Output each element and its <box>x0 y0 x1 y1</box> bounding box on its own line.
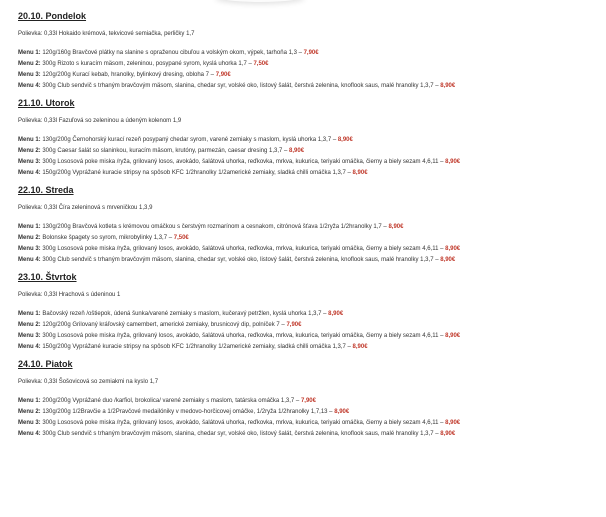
menu-line <box>18 396 604 407</box>
menu-line <box>18 135 604 146</box>
soup-line: Polievka: 0,33l Hrachová s údeninou 1 <box>18 292 121 298</box>
menu-price: 8,90€ <box>440 431 456 437</box>
menu-line <box>18 342 604 353</box>
day-title: 24.10. Piatok <box>18 359 73 369</box>
menu-price: 8,90€ <box>352 344 368 350</box>
menu-price: 8,90€ <box>445 159 461 165</box>
menu-label: Menu 3: <box>18 333 41 339</box>
menu-label: Menu 4: <box>18 170 41 176</box>
day-section-monday <box>18 11 604 92</box>
menu-text: 130g/200g Bravčová kotleta s krémovou omáčkou s čerstvým rozmarínom a cesnakom, citrónová šťava 1/2ryža 1/2hranolky 1,7 – <box>42 224 387 230</box>
menu-label: Menu 1: <box>18 398 41 404</box>
menu-text: 120g/200g Grilovaný kráľovský camembert, americké zemiaky, brusnicový dip, polníček 7 – <box>42 322 285 328</box>
menu-text: 120g/200g Kurací kebab, hranolky, bylinkový dresing, obloha 7 – <box>42 72 215 78</box>
menu-text: 300g Club sendvič s trhaným bravčovým mäsom, slanina, chedar syr, volské oko, listový šalát, čerstvá zelenina, knoflook saus, malé hranolky 1,3,7 – <box>42 431 439 437</box>
menu-text: 300g Lososová poke miska /ryža, grilovaný losos, avokádo, šalátová uhorka, reďkovka, mrkva, kukurica, teriyaki omáčka, čierny a biely sezam 4,6,11 – <box>42 333 444 339</box>
menu-text: 200g/200g Vyprážané duo /karfiol, brokolica/ varené zemiaky s maslom, tatárska omáčka 1,3,7 – <box>42 398 300 404</box>
menu-line <box>18 59 604 70</box>
menu-label: Menu 4: <box>18 83 41 89</box>
soup-line: Polievka: 0,33l Hokaido krémová, tekvicové semiačka, perličky 1,7 <box>18 31 195 37</box>
menu-line <box>18 81 604 92</box>
menu-price: 8,90€ <box>440 257 456 263</box>
menu-label: Menu 4: <box>18 344 41 350</box>
menu-line <box>18 146 604 157</box>
menu-label: Menu 1: <box>18 50 41 56</box>
menu-text: Bačovský rezeň /oštiepok, údená šunka/varené zemiaky s maslom, kučeravý petržlen, kyslá uhorka 1,3,7 – <box>42 311 327 317</box>
menu-price: 7,90€ <box>215 72 231 78</box>
menu-line <box>18 48 604 59</box>
menu-price: 7,90€ <box>300 398 316 404</box>
menu-line <box>18 157 604 168</box>
day-title: 23.10. Štvrtok <box>18 272 77 282</box>
menu-price: 8,90€ <box>445 246 461 252</box>
menu-price: 8,90€ <box>440 83 456 89</box>
menu-text: 130g/200g Černohorský kurací rezeň posypaný chedar syrom, varené zemiaky s maslom, kyslá uhorka 1,3,7 – <box>42 137 337 143</box>
menu-price: 8,90€ <box>388 224 404 230</box>
menu-label: Menu 1: <box>18 311 41 317</box>
menu-line <box>18 418 604 429</box>
day-section-tuesday <box>18 98 604 179</box>
menu-label: Menu 3: <box>18 72 41 78</box>
menu-text: 150g/200g Vyprážané kuracie stripsy na spôsob KFC 1/2hranolky 1/2americké zemiaky, sladká chilli omáčka 1,3,7 – <box>42 170 351 176</box>
menu-price: 7,90€ <box>286 322 302 328</box>
menu-line <box>18 309 604 320</box>
menu-line <box>18 222 604 233</box>
top-shadow-decoration <box>215 0 305 2</box>
day-section-wednesday <box>18 185 604 266</box>
menu-price: 7,90€ <box>303 50 319 56</box>
menu-line <box>18 429 604 440</box>
menu-text: 300g Lososová poke miska /ryža, grilovaný losos, avokádo, šalátová uhorka, reďkovka, mrkva, kukurica, teriyaki omáčka, čierny a biely sezam 4,6,11 – <box>42 159 444 165</box>
menu-line <box>18 407 604 418</box>
menu-label: Menu 4: <box>18 257 41 263</box>
menu-line <box>18 244 604 255</box>
menu-label: Menu 1: <box>18 137 41 143</box>
soup-line: Polievka: 0,33l Šošovicová so zemiakmi na kyslo 1,7 <box>18 379 159 385</box>
menu-price: 8,90€ <box>289 148 305 154</box>
menu-label: Menu 3: <box>18 159 41 165</box>
soup-line: Polievka: 0,33l Fazuľová so zeleninou a údeným kolenom 1,9 <box>18 118 182 124</box>
menu-label: Menu 2: <box>18 148 41 154</box>
menu-price: 8,90€ <box>352 170 368 176</box>
menu-line <box>18 320 604 331</box>
day-title: 21.10. Utorok <box>18 98 75 108</box>
menu-line <box>18 255 604 266</box>
menu-text: 300g Club sendvič s trhaným bravčovým mäsom, slanina, chedar syr, volské oko, listový šalát, čerstvá zelenina, knoflook saus, malé hranolky 1,3,7 – <box>42 257 439 263</box>
menu-price: 8,90€ <box>337 137 353 143</box>
menu-label: Menu 2: <box>18 61 41 67</box>
menu-line <box>18 70 604 81</box>
menu-text: 300g Lososová poke miska /ryža, grilovaný losos, avokádo, šalátová uhorka, reďkovka, mrkva, kukurica, teriyaki omáčka, čierny a biely sezam 4,6,11 – <box>42 246 444 252</box>
day-title: 22.10. Streda <box>18 185 74 195</box>
menu-text: 300g Lososová poke miska /ryža, grilovaný losos, avokádo, šalátová uhorka, reďkovka, mrkva, kukurica, teriyaki omáčka, čierny a biely sezam 4,6,11 – <box>42 420 444 426</box>
menu-price: 8,90€ <box>334 409 350 415</box>
menu-label: Menu 3: <box>18 420 41 426</box>
menu-text: Bolonske špagety so syrom, mikrobylinky 1,3,7 – <box>42 235 173 241</box>
menu-text: 130g/200g 1/2Bravčie a 1/2Pravčové medailóniky v medovo-horčicovej omáčke, 1/2ryža 1/2hranolky 1,7,13 – <box>42 409 333 415</box>
menu-price: 8,90€ <box>328 311 344 317</box>
menu-price: 8,90€ <box>445 333 461 339</box>
menu-text: 300g Caesar šalát so slaninkou, kuracím mäsom, krutóny, parmezán, caesar dresing 1,3,7 – <box>42 148 288 154</box>
day-section-friday <box>18 359 604 440</box>
menu-text: 300g Rizoto s kuracím mäsom, zeleninou, posypané syrom, kyslá uhorka 1,7 – <box>42 61 252 67</box>
day-section-thursday <box>18 272 604 353</box>
menu-label: Menu 2: <box>18 409 41 415</box>
day-title: 20.10. Pondelok <box>18 11 87 21</box>
menu-line <box>18 168 604 179</box>
menu-line <box>18 233 604 244</box>
menu-price: 7,50€ <box>173 235 189 241</box>
menu-text: 150g/200g Vyprážané kuracie stripsy na spôsob KFC 1/2hranolky 1/2americké zemiaky, sladká chilli omáčka 1,3,7 – <box>42 344 351 350</box>
menu-price: 7,50€ <box>253 61 269 67</box>
menu-price: 8,90€ <box>445 420 461 426</box>
menu-label: Menu 2: <box>18 235 41 241</box>
menu-label: Menu 3: <box>18 246 41 252</box>
menu-label: Menu 2: <box>18 322 41 328</box>
menu-text: 120g/160g Bravčové plátky na slanine s opraženou cibuľou a volským okom, výpek, tarhoňa 1,3 – <box>42 50 302 56</box>
menu-label: Menu 4: <box>18 431 41 437</box>
soup-line: Polievka: 0,33l Číra zeleninová s mrveničkou 1,3,9 <box>18 205 153 211</box>
menu-label: Menu 1: <box>18 224 41 230</box>
menu-text: 300g Club sendvič s trhaným bravčovým mäsom, slanina, chedar syr, volské oko, listový šalát, čerstvá zelenina, knoflook saus, malé hranolky 1,3,7 – <box>42 83 439 89</box>
weekly-menu <box>18 11 604 440</box>
menu-line <box>18 331 604 342</box>
